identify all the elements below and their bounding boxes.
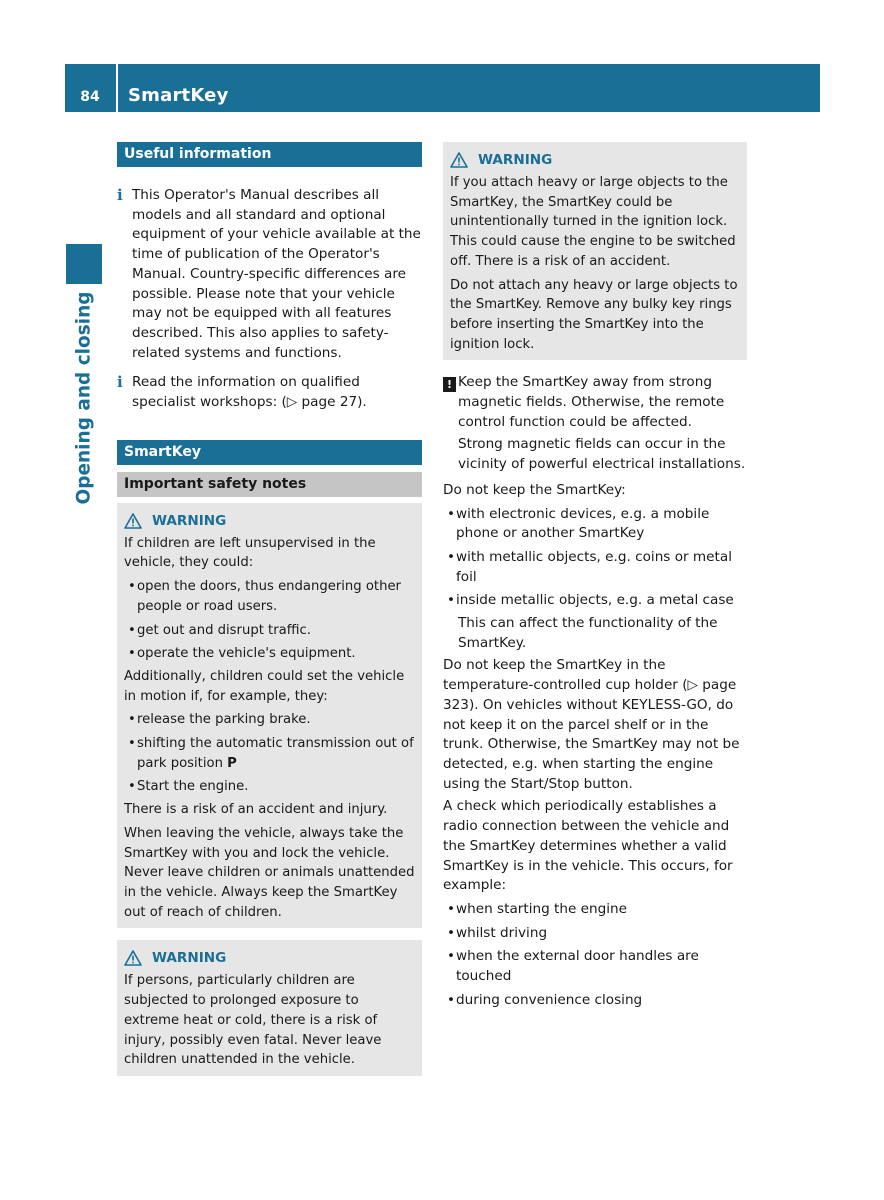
right-column (443, 142, 747, 1013)
page-number: 84 (80, 89, 100, 105)
warning-triangle-icon (450, 152, 468, 168)
warning-mid-text: Additionally, children could set the vehicle in motion if, for example, they: (124, 668, 405, 704)
list-item: • when starting the engine (447, 900, 628, 917)
list-item: • whilst driving (447, 924, 548, 941)
warning-text: If persons, particularly children are subjected to prolonged exposure to extreme heat or cold, there is a risk of injury, possibly even fatal. Never leave children unattended in the vehicle. (124, 973, 382, 1068)
list-item: • with electronic devices, e.g. a mobile phone or another SmartKey (447, 505, 710, 542)
warning-text: Do not attach any heavy or large objects to the SmartKey. Remove any bulky key rings before inserting the SmartKey into the ignition lock. (450, 277, 738, 352)
warning-box-children (117, 503, 422, 929)
do-not-keep-text: Do not keep the SmartKey: (443, 481, 626, 498)
info-icon: i (117, 186, 123, 204)
info-note-text: This Operator's Manual describes all models and all standard and optional equipment of your vehicle available at the time of publication of the Operator's Manual. Country-specific differences are possible. Please note that your vehicle may not be equipped with all features described. This also applies to safety-related systems and functions. (132, 187, 421, 361)
gear-position-p: P (227, 755, 237, 771)
warning-box-heat (117, 940, 422, 1076)
side-tab-label: Opening and closing (73, 291, 95, 505)
warning-intro: If children are left unsupervised in the vehicle, they could: (124, 535, 376, 571)
warning-box-heavy-objects (443, 142, 747, 360)
warning-title (124, 945, 415, 971)
safety-notes-heading: Important safety notes (117, 472, 422, 497)
warning-title (124, 508, 415, 534)
cup-holder-text: Do not keep the SmartKey in the temperature-controlled cup holder (▷ page 323). On vehicles without KEYLESS-GO, do not keep it on the parcel shelf or in the trunk. Otherwise, the SmartKey may not be detected, e.g. when starting the engine using the Start/Stop button. (443, 657, 740, 792)
list-item: • Start the engine. (128, 779, 249, 795)
warning-risk: There is a risk of an accident and injury. (124, 802, 388, 818)
list-item: • when the external door handles are touched (447, 948, 699, 985)
useful-info-heading: Useful information (117, 142, 422, 167)
list-item: • with metallic objects, e.g. coins or metal foil (447, 548, 732, 585)
bullets-continuation: This can affect the functionality of the SmartKey. (458, 615, 718, 651)
list-item: • release the parking brake. (128, 712, 311, 728)
warning-triangle-icon (124, 513, 142, 529)
page-title: SmartKey (128, 85, 229, 106)
header-divider (116, 64, 118, 112)
note-text: Keep the SmartKey away from strong magnetic fields. Otherwise, the remote control function could be affected. (458, 374, 725, 430)
info-note-text: Read the information on qualified specialist workshops: (▷ page 27). (132, 374, 367, 411)
list-item: • open the doors, thus endangering other people or road users. (128, 579, 401, 614)
info-note-operators-manual (117, 186, 422, 363)
side-tab-marker (66, 244, 102, 284)
list-item: • inside metallic objects, e.g. a metal case (447, 592, 734, 609)
warning-title (450, 147, 740, 173)
list-item: • operate the vehicle's equipment. (128, 646, 356, 662)
note-magnetic-fields (443, 373, 747, 432)
info-note-workshops (117, 373, 422, 412)
list-item: • during convenience closing (447, 991, 643, 1008)
note-continuation: Strong magnetic fields can occur in the vicinity of powerful electrical installations. (458, 436, 746, 473)
list-item: • get out and disrupt traffic. (128, 622, 311, 638)
warning-title-text: WARNING (478, 152, 553, 168)
info-icon: i (117, 373, 123, 392)
warning-title-text: WARNING (152, 950, 227, 967)
page-header (65, 64, 820, 112)
warning-text: If you attach heavy or large objects to the SmartKey, the SmartKey could be unintentionally turned in the ignition lock. This could cause the engine to be switched off. There is a risk of an accident. (450, 175, 736, 269)
warning-advice: When leaving the vehicle, always take the SmartKey with you and lock the vehicle. Never leave children or animals unattended in the vehicle. Always keep the SmartKey out of reach of children. (124, 825, 415, 920)
radio-check-text: A check which periodically establishes a radio connection between the vehicle and the SmartKey determines whether a valid SmartKey is in the vehicle. This occurs, for example: (443, 798, 733, 894)
warning-title-text: WARNING (152, 512, 227, 529)
warning-triangle-icon (124, 950, 142, 966)
exclamation-icon: ! (443, 377, 456, 392)
smartkey-heading: SmartKey (117, 440, 422, 465)
left-column (117, 142, 422, 1076)
list-item: • shifting the automatic transmission out of park position P (128, 736, 414, 771)
